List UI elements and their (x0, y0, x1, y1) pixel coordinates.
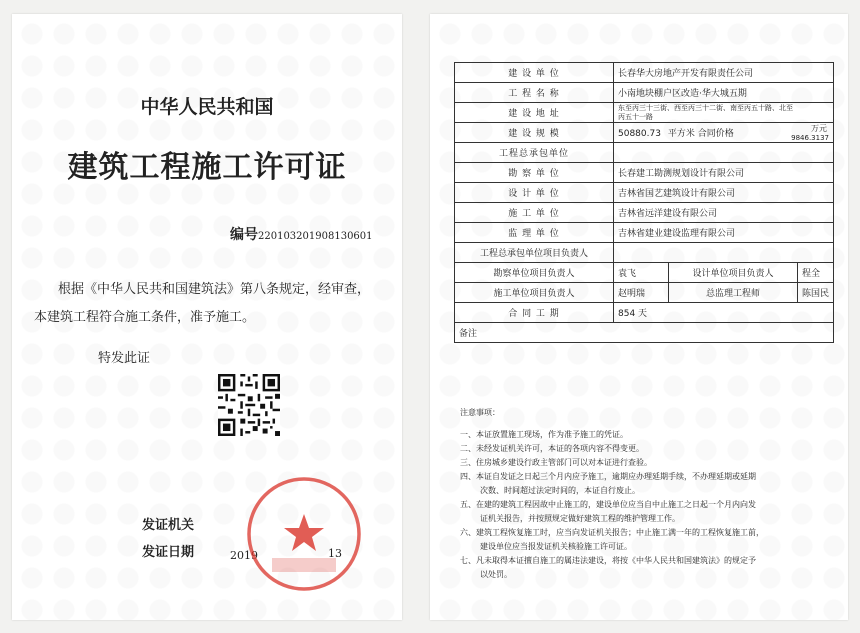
qr-code-icon (218, 374, 280, 436)
note-item (460, 442, 830, 456)
permit-cover-page (12, 14, 402, 620)
note-item (460, 526, 830, 554)
notes-title: 注意事项： (460, 408, 500, 417)
address-label: 建 设 地 址 (455, 103, 614, 123)
notes-list (460, 428, 830, 582)
construction-value: 吉林省远洋建设有限公司 (614, 203, 834, 223)
duration-value: 854 天 (614, 303, 834, 323)
permit-details-page (430, 14, 848, 620)
design-value: 吉林省国艺建筑设计有限公司 (614, 183, 834, 203)
number-label: 编号 (230, 227, 258, 243)
table-row (455, 203, 834, 223)
note-item (460, 554, 830, 582)
project-label: 工 程 名 称 (455, 83, 614, 103)
design-pm-label: 设计单位项目负责人 (669, 263, 798, 283)
country-title: 中华人民共和国 (140, 96, 274, 118)
issue-date-label: 发证日期 (142, 545, 195, 560)
note-line: 建设单位应当报发证机关核验施工许可证。 (480, 542, 632, 551)
project-value: 小南地块棚户区改造·华大城五期 (614, 83, 834, 103)
table-row (455, 83, 834, 103)
table-row (455, 103, 834, 123)
builder-value: 长春华大房地产开发有限责任公司 (614, 63, 834, 83)
price-value: 9846.3137 (791, 134, 829, 142)
note-line: 一、本证放置施工现场，作为准予施工的凭证。 (460, 430, 628, 439)
chief-supervisor-label: 总监理工程师 (669, 283, 798, 303)
table-row (455, 323, 834, 343)
permit-body-line-1: 根据《中华人民共和国建筑法》第八条规定，经审查， (58, 282, 371, 297)
special-issue-text: 特发此证 (98, 351, 151, 366)
permit-title: 建筑工程施工许可证 (67, 150, 347, 185)
design-pm-value: 程全 (797, 263, 833, 283)
table-row (455, 63, 834, 83)
note-item (460, 428, 830, 442)
general-contractor-value (614, 143, 834, 163)
construction-pm-label: 施工单位项目负责人 (455, 283, 614, 303)
remarks-cell (455, 323, 834, 343)
survey-pm-label: 勘察单位项目负责人 (455, 263, 614, 283)
permit-details-table (454, 62, 834, 343)
table-row (455, 123, 834, 143)
official-seal-icon (244, 474, 364, 594)
gc-pm-label: 工程总承包单位项目负责人 (455, 243, 614, 263)
supervision-value: 吉林省建业建设监理有限公司 (614, 223, 834, 243)
survey-value: 长春建工勘测规划设计有限公司 (614, 163, 834, 183)
table-row (455, 223, 834, 243)
address-value (614, 103, 834, 123)
remarks-label: 备注 (459, 329, 478, 339)
supervision-label: 监 理 单 位 (455, 223, 614, 243)
note-item (460, 456, 830, 470)
table-row (455, 283, 834, 303)
table-row (455, 163, 834, 183)
scale-label: 建 设 规 模 (455, 123, 614, 143)
issue-date-year: 2019 (230, 549, 258, 562)
scale-number: 50880.73 (618, 129, 661, 139)
permit-body-line-2: 本建筑工程符合施工条件，准予施工。 (34, 310, 256, 325)
note-item (460, 498, 830, 526)
table-row (455, 263, 834, 283)
table-row (455, 243, 834, 263)
note-line: 三、住房城乡建设行政主管部门可以对本证进行查验。 (460, 458, 652, 467)
construction-label: 施 工 单 位 (455, 203, 614, 223)
scale-unit: 平方米 (667, 129, 695, 139)
gc-pm-value (614, 243, 834, 263)
issuer-label: 发证机关 (142, 518, 195, 533)
note-item (460, 470, 830, 498)
note-line: 以处罚。 (480, 570, 512, 579)
note-line: 四、本证自发证之日起三个月内应予施工，逾期应办理延期手续，不办理延期或延期 (460, 472, 756, 481)
scale-value (614, 123, 834, 143)
issue-date-day: 13 (328, 547, 342, 560)
price-unit: 万元 (811, 124, 827, 133)
address-line-1: 东至丙三十三街、西至丙三十二街、南至丙五十路、北至 (618, 103, 793, 112)
note-line: 五、在建的建筑工程因故中止施工的，建设单位应当自中止施工之日起一个月内向发 (460, 500, 756, 509)
price-label: 合同价格 (697, 129, 734, 139)
note-line: 六、建筑工程恢复施工时，应当向发证机关报告；中止施工满一年的工程恢复施工前， (460, 528, 764, 537)
design-label: 设 计 单 位 (455, 183, 614, 203)
table-row (455, 183, 834, 203)
note-line: 二、未经发证机关许可，本证的各项内容不得变更。 (460, 444, 644, 453)
builder-label: 建 设 单 位 (455, 63, 614, 83)
construction-pm-value: 赵明瑞 (614, 283, 669, 303)
note-line: 次数、时间超过法定时间的，本证自行废止。 (480, 486, 640, 495)
survey-label: 勘 察 单 位 (455, 163, 614, 183)
permit-number: 220103201908130601 (258, 231, 373, 242)
general-contractor-label: 工程总承包单位 (455, 143, 614, 163)
duration-label: 合 同 工 期 (455, 303, 614, 323)
note-line: 七、凡未取得本证擅自施工的属违法建设，将按《中华人民共和国建筑法》的规定予 (460, 556, 756, 565)
address-line-2: 丙五十一路 (618, 112, 653, 121)
survey-pm-value: 袁飞 (614, 263, 669, 283)
table-row (455, 143, 834, 163)
notes-section (460, 406, 830, 582)
table-row (455, 303, 834, 323)
note-line: 证机关报告，并按照规定做好建筑工程的维护管理工作。 (480, 514, 680, 523)
chief-supervisor-value: 陈国民 (797, 283, 833, 303)
